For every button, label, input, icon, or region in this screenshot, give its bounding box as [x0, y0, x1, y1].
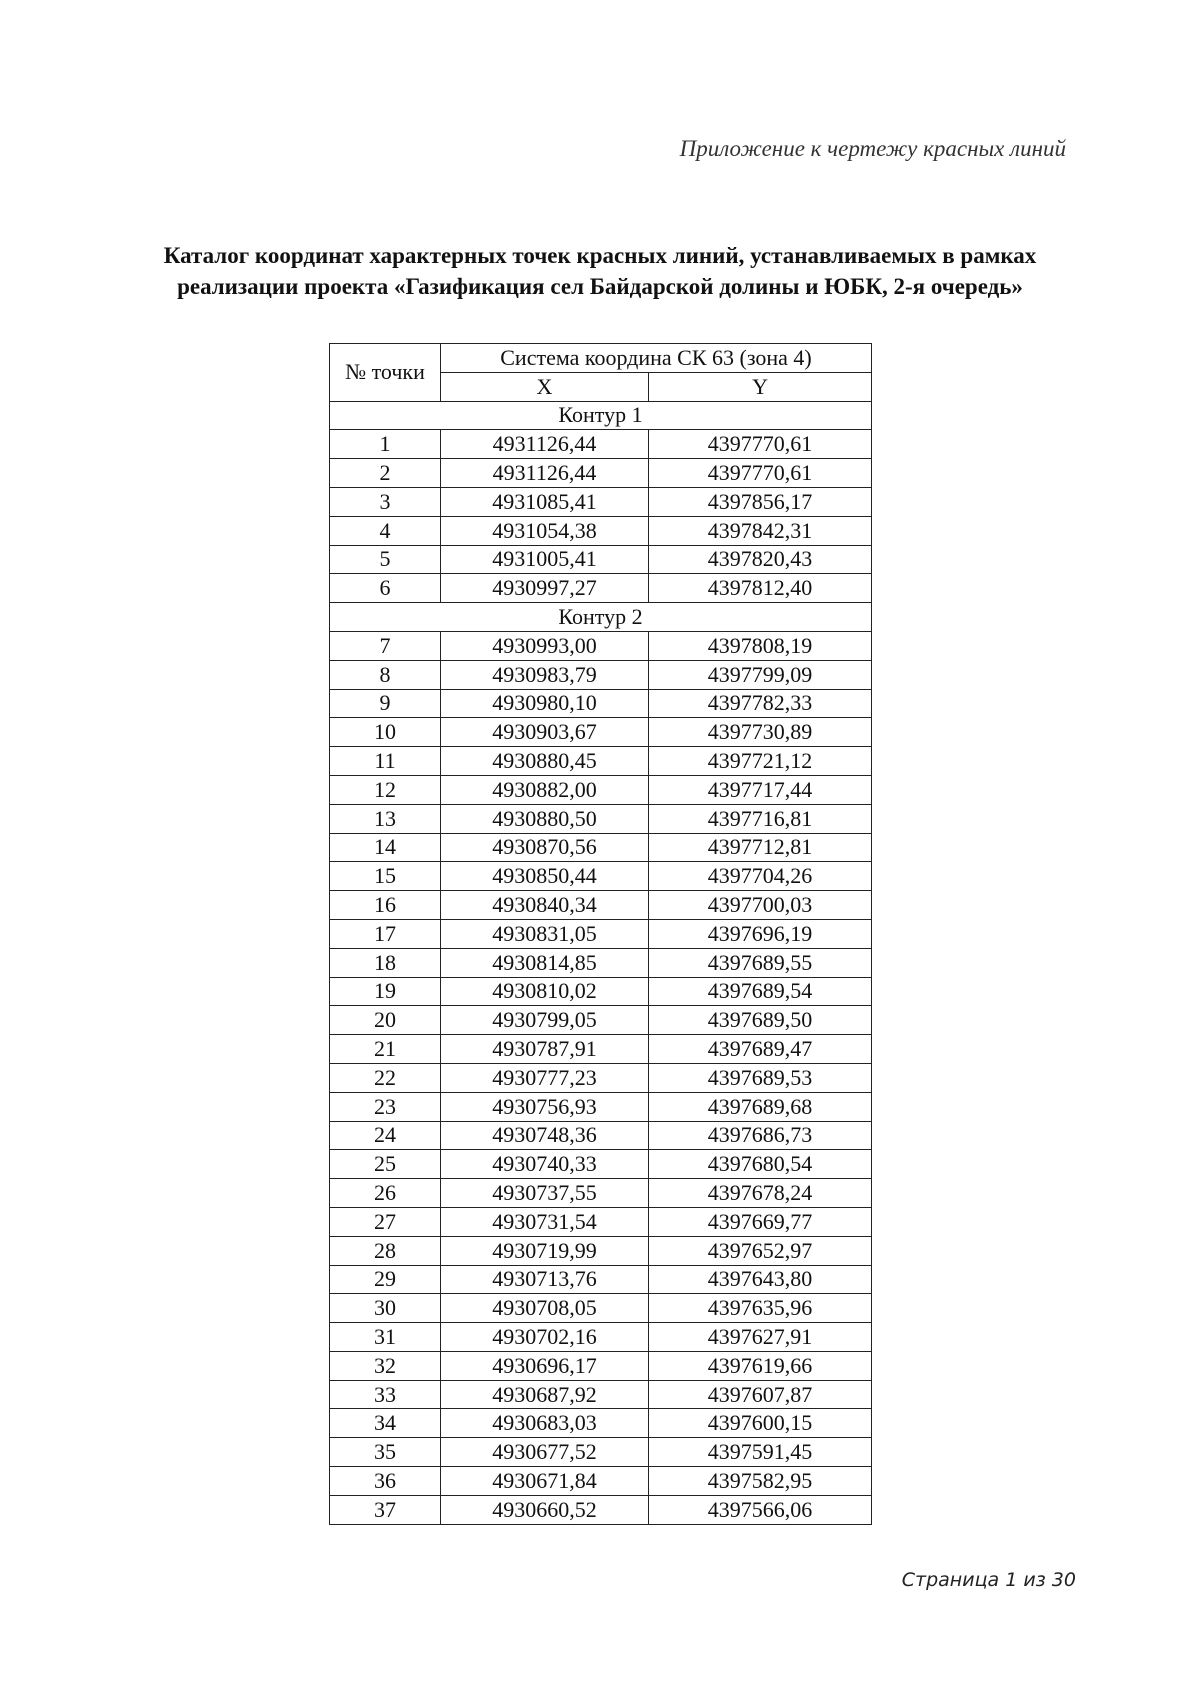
table-row [330, 775, 872, 804]
x-coordinate-cell: 4930687,92 [441, 1380, 649, 1409]
point-number-cell: 12 [330, 775, 441, 804]
table-row [330, 1265, 872, 1294]
table-row [330, 459, 872, 488]
y-coordinate-cell: 4397700,03 [649, 891, 872, 920]
point-number-header: № точки [330, 344, 441, 402]
table-row [330, 718, 872, 747]
y-coordinate-cell: 4397704,26 [649, 862, 872, 891]
point-number-cell: 17 [330, 919, 441, 948]
point-number-cell: 23 [330, 1092, 441, 1121]
y-coordinate-cell: 4397820,43 [649, 545, 872, 574]
table-row [330, 1035, 872, 1064]
table-header [330, 344, 872, 402]
x-coordinate-cell: 4930983,79 [441, 660, 649, 689]
y-coordinate-cell: 4397582,95 [649, 1467, 872, 1496]
x-coordinate-cell: 4930799,05 [441, 1006, 649, 1035]
x-column-header: X [441, 372, 649, 401]
table-row [330, 631, 872, 660]
x-coordinate-cell: 4930748,36 [441, 1121, 649, 1150]
table-row [330, 1150, 872, 1179]
y-coordinate-cell: 4397689,54 [649, 977, 872, 1006]
point-number-cell: 15 [330, 862, 441, 891]
point-number-cell: 26 [330, 1179, 441, 1208]
x-coordinate-cell: 4930677,52 [441, 1438, 649, 1467]
appendix-note: Приложение к чертежу красных линий [679, 136, 1066, 161]
table-row [330, 1495, 872, 1524]
x-coordinate-cell: 4931126,44 [441, 430, 649, 459]
x-coordinate-cell: 4930756,93 [441, 1092, 649, 1121]
table-row [330, 516, 872, 545]
y-column-header: Y [649, 372, 872, 401]
x-coordinate-cell: 4931054,38 [441, 516, 649, 545]
table-row [330, 948, 872, 977]
table-row [330, 833, 872, 862]
point-number-cell: 3 [330, 487, 441, 516]
y-coordinate-cell: 4397689,68 [649, 1092, 872, 1121]
y-coordinate-cell: 4397643,80 [649, 1265, 872, 1294]
x-coordinate-cell: 4930882,00 [441, 775, 649, 804]
point-number-cell: 25 [330, 1150, 441, 1179]
x-coordinate-cell: 4930840,34 [441, 891, 649, 920]
table-row [330, 487, 872, 516]
point-number-cell: 31 [330, 1323, 441, 1352]
x-coordinate-cell: 4930777,23 [441, 1063, 649, 1092]
x-coordinate-cell: 4930993,00 [441, 631, 649, 660]
table-row [330, 747, 872, 776]
point-number-cell: 29 [330, 1265, 441, 1294]
x-coordinate-cell: 4931126,44 [441, 459, 649, 488]
y-coordinate-cell: 4397689,53 [649, 1063, 872, 1092]
x-coordinate-cell: 4930713,76 [441, 1265, 649, 1294]
point-number-cell: 19 [330, 977, 441, 1006]
contour-label: Контур 2 [330, 603, 872, 632]
point-number-cell: 21 [330, 1035, 441, 1064]
x-coordinate-cell: 4930870,56 [441, 833, 649, 862]
y-coordinate-cell: 4397566,06 [649, 1495, 872, 1524]
x-coordinate-cell: 4930708,05 [441, 1294, 649, 1323]
y-coordinate-cell: 4397696,19 [649, 919, 872, 948]
x-coordinate-cell: 4930683,03 [441, 1409, 649, 1438]
y-coordinate-cell: 4397770,61 [649, 459, 872, 488]
y-coordinate-cell: 4397716,81 [649, 804, 872, 833]
y-coordinate-cell: 4397619,66 [649, 1351, 872, 1380]
title-line-2: реализации проекта «Газификация сел Байдарской долины и ЮБК, 2-я очередь» [177, 274, 1023, 299]
x-coordinate-cell: 4930850,44 [441, 862, 649, 891]
document-title [0, 240, 1200, 302]
y-coordinate-cell: 4397600,15 [649, 1409, 872, 1438]
table-row [330, 545, 872, 574]
table-row [330, 574, 872, 603]
y-coordinate-cell: 4397607,87 [649, 1380, 872, 1409]
y-coordinate-cell: 4397689,47 [649, 1035, 872, 1064]
point-number-cell: 2 [330, 459, 441, 488]
y-coordinate-cell: 4397627,91 [649, 1323, 872, 1352]
table-row [330, 1380, 872, 1409]
table-row [330, 1351, 872, 1380]
table-row [330, 862, 872, 891]
y-coordinate-cell: 4397680,54 [649, 1150, 872, 1179]
point-number-cell: 14 [330, 833, 441, 862]
y-coordinate-cell: 4397770,61 [649, 430, 872, 459]
x-coordinate-cell: 4930997,27 [441, 574, 649, 603]
x-coordinate-cell: 4930731,54 [441, 1207, 649, 1236]
table-row [330, 1236, 872, 1265]
table-row [330, 1063, 872, 1092]
x-coordinate-cell: 4931005,41 [441, 545, 649, 574]
point-number-cell: 13 [330, 804, 441, 833]
point-number-cell: 27 [330, 1207, 441, 1236]
x-coordinate-cell: 4930880,50 [441, 804, 649, 833]
y-coordinate-cell: 4397686,73 [649, 1121, 872, 1150]
point-number-cell: 4 [330, 516, 441, 545]
table-body [330, 401, 872, 1524]
point-number-cell: 36 [330, 1467, 441, 1496]
x-coordinate-cell: 4930719,99 [441, 1236, 649, 1265]
x-coordinate-cell: 4930702,16 [441, 1323, 649, 1352]
table-row [330, 1294, 872, 1323]
point-number-cell: 11 [330, 747, 441, 776]
table-row [330, 660, 872, 689]
table-row [330, 1323, 872, 1352]
page-number: Страница 1 из 30 [901, 1569, 1076, 1591]
point-number-cell: 33 [330, 1380, 441, 1409]
y-coordinate-cell: 4397689,50 [649, 1006, 872, 1035]
x-coordinate-cell: 4930671,84 [441, 1467, 649, 1496]
table-row [330, 1467, 872, 1496]
y-coordinate-cell: 4397808,19 [649, 631, 872, 660]
y-coordinate-cell: 4397669,77 [649, 1207, 872, 1236]
title-line-1: Каталог координат характерных точек красных линий, устанавливаемых в рамках [163, 243, 1037, 268]
y-coordinate-cell: 4397730,89 [649, 718, 872, 747]
y-coordinate-cell: 4397812,40 [649, 574, 872, 603]
point-number-cell: 24 [330, 1121, 441, 1150]
point-number-cell: 6 [330, 574, 441, 603]
table-row [330, 891, 872, 920]
point-number-cell: 1 [330, 430, 441, 459]
x-coordinate-cell: 4930880,45 [441, 747, 649, 776]
point-number-cell: 20 [330, 1006, 441, 1035]
table-row [330, 1179, 872, 1208]
table-row [330, 1006, 872, 1035]
y-coordinate-cell: 4397799,09 [649, 660, 872, 689]
x-coordinate-cell: 4931085,41 [441, 487, 649, 516]
x-coordinate-cell: 4930810,02 [441, 977, 649, 1006]
x-coordinate-cell: 4930696,17 [441, 1351, 649, 1380]
y-coordinate-cell: 4397721,12 [649, 747, 872, 776]
contour-row [330, 401, 872, 430]
y-coordinate-cell: 4397689,55 [649, 948, 872, 977]
point-number-cell: 7 [330, 631, 441, 660]
y-coordinate-cell: 4397591,45 [649, 1438, 872, 1467]
y-coordinate-cell: 4397635,96 [649, 1294, 872, 1323]
contour-row [330, 603, 872, 632]
table-row [330, 430, 872, 459]
point-number-cell: 35 [330, 1438, 441, 1467]
table-row [330, 1092, 872, 1121]
point-number-cell: 5 [330, 545, 441, 574]
table-row [330, 919, 872, 948]
y-coordinate-cell: 4397717,44 [649, 775, 872, 804]
y-coordinate-cell: 4397842,31 [649, 516, 872, 545]
point-number-cell: 9 [330, 689, 441, 718]
coordinates-table [329, 343, 872, 1525]
point-number-cell: 34 [330, 1409, 441, 1438]
point-number-cell: 8 [330, 660, 441, 689]
x-coordinate-cell: 4930903,67 [441, 718, 649, 747]
point-number-cell: 22 [330, 1063, 441, 1092]
table-row [330, 804, 872, 833]
y-coordinate-cell: 4397712,81 [649, 833, 872, 862]
x-coordinate-cell: 4930787,91 [441, 1035, 649, 1064]
y-coordinate-cell: 4397782,33 [649, 689, 872, 718]
x-coordinate-cell: 4930737,55 [441, 1179, 649, 1208]
table-row [330, 1409, 872, 1438]
point-number-cell: 10 [330, 718, 441, 747]
x-coordinate-cell: 4930814,85 [441, 948, 649, 977]
x-coordinate-cell: 4930660,52 [441, 1495, 649, 1524]
table-row [330, 1207, 872, 1236]
point-number-cell: 30 [330, 1294, 441, 1323]
table-row [330, 1438, 872, 1467]
coordinate-system-header: Система координа СК 63 (зона 4) [441, 344, 872, 373]
point-number-cell: 32 [330, 1351, 441, 1380]
point-number-cell: 37 [330, 1495, 441, 1524]
y-coordinate-cell: 4397678,24 [649, 1179, 872, 1208]
contour-label: Контур 1 [330, 401, 872, 430]
point-number-cell: 28 [330, 1236, 441, 1265]
y-coordinate-cell: 4397856,17 [649, 487, 872, 516]
table-row [330, 1121, 872, 1150]
table-row [330, 689, 872, 718]
y-coordinate-cell: 4397652,97 [649, 1236, 872, 1265]
x-coordinate-cell: 4930980,10 [441, 689, 649, 718]
point-number-cell: 18 [330, 948, 441, 977]
point-number-cell: 16 [330, 891, 441, 920]
table-row [330, 977, 872, 1006]
x-coordinate-cell: 4930740,33 [441, 1150, 649, 1179]
x-coordinate-cell: 4930831,05 [441, 919, 649, 948]
